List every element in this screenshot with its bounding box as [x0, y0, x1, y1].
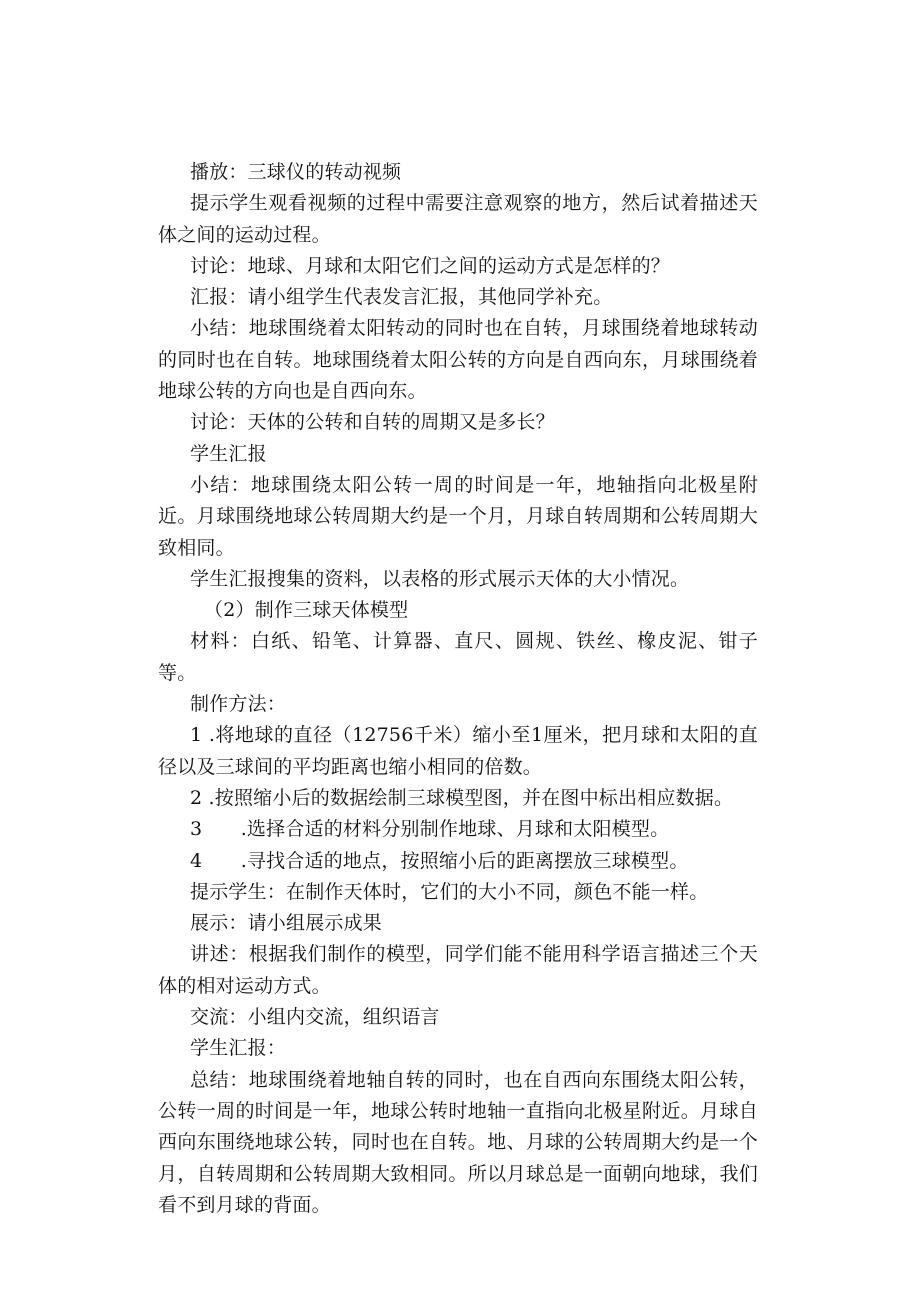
paragraph-conclusion: 总结：地球围绕着地轴自转的同时，也在自西向东围绕太阳公转，公转一周的时间是一年，地球公转时地轴一直指向北极星附近。月球自西向东围绕地球公转，同时也在自转。地、月球的公转周期大约是一个月，自转周期和公转周期大致相同。所以月球总是一面朝向地球，我们看不到月球的背面。	[158, 1068, 758, 1216]
paragraph-step-3: 3 .选择合适的材料分别制作地球、月球和太阳模型。	[190, 818, 670, 841]
paragraph-narrate: 讲述：根据我们制作的模型，同学们能不能用科学语言描述三个天体的相对运动方式。	[158, 943, 758, 997]
paragraph-step-4: 4 .寻找合适的地点，按照缩小后的距离摆放三球模型。	[190, 849, 689, 872]
paragraph-student-report-2: 学生汇报：	[190, 1037, 287, 1060]
paragraph-student-report: 学生汇报	[190, 442, 267, 465]
paragraph-step-2: 2 .按照缩小后的数据绘制三球模型图，并在图中标出相应数据。	[190, 786, 734, 809]
paragraph-report-group: 汇报：请小组学生代表发言汇报，其他同学补充。	[190, 286, 613, 309]
paragraph-play-video: 播放：三球仪的转动视频	[190, 161, 402, 183]
paragraph-materials: 材料：白纸、铅笔、计算器、直尺、圆规、铁丝、橡皮泥、钳子等。	[158, 630, 758, 684]
paragraph-tip: 提示学生：在制作天体时，它们的大小不同，颜色不能一样。	[190, 880, 709, 903]
paragraph-exchange: 交流：小组内交流，组织语言	[190, 1006, 440, 1029]
paragraph-section-heading: （2）制作三球天体模型	[204, 599, 409, 622]
paragraph-discussion-period: 讨论：天体的公转和自转的周期又是多长？	[190, 411, 555, 434]
paragraph-show: 展示：请小组展示成果	[190, 912, 383, 935]
paragraph-student-materials: 学生汇报搜集的资料，以表格的形式展示天体的大小情况。	[190, 567, 690, 590]
paragraph-step-1: 1 .将地球的直径（12756千米）缩小至1厘米，把月球和太阳的直径以及三球间的平均距离也缩小相同的倍数。	[158, 724, 758, 778]
paragraph-video-prompt: 提示学生观看视频的过程中需要注意观察的地方，然后试着描述天体之间的运动过程。	[158, 192, 758, 246]
paragraph-method-heading: 制作方法：	[190, 693, 287, 716]
paragraph-summary-rotation: 小结：地球围绕着太阳转动的同时也在自转，月球围绕着地球转动的同时也在自转。地球围绕着太阳公转的方向是自西向东，月球围绕着地球公转的方向也是自西向东。	[158, 317, 758, 403]
document-page	[158, 157, 758, 1221]
paragraph-summary-period: 小结：地球围绕太阳公转一周的时间是一年，地轴指向北极星附近。月球围绕地球公转周期大约是一个月，月球自转周期和公转周期大致相同。	[158, 473, 758, 559]
paragraph-discussion-motion: 讨论：地球、月球和太阳它们之间的运动方式是怎样的？	[190, 254, 671, 277]
